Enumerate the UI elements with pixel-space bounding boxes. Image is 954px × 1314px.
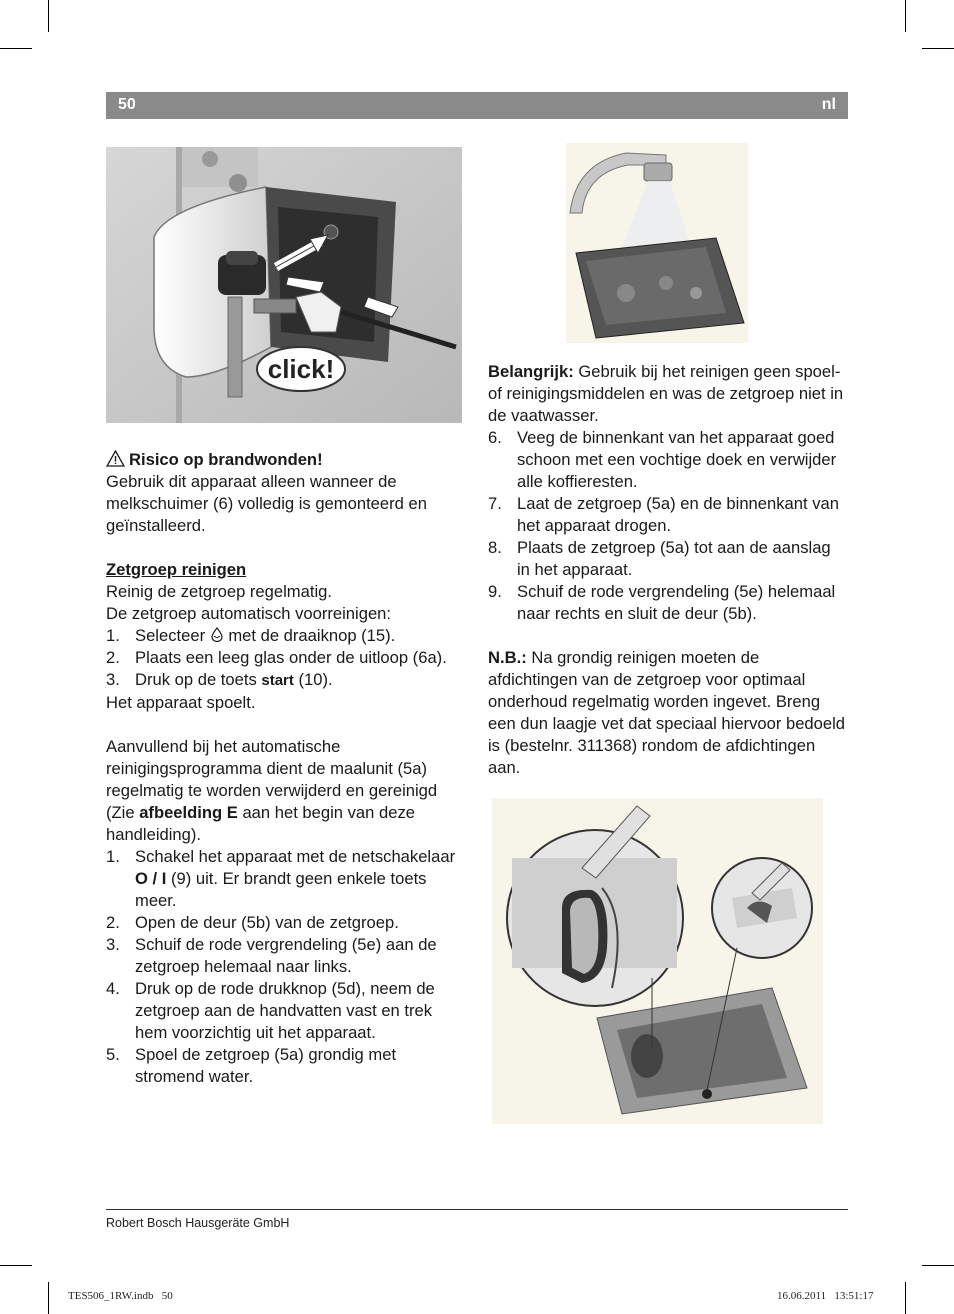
frother-attachment-illustration xyxy=(106,147,462,423)
removal-steps xyxy=(106,846,468,1088)
list-item: 5. Spoel de zetgroep (5a) grondig met stromend water. xyxy=(106,1045,397,1086)
crop-mark xyxy=(905,0,906,32)
list-item: 1. Schakel het apparaat met de netschakelaar O / I (9) uit. Er brandt geen enkele toets meer. xyxy=(106,847,456,910)
nb-note: N.B.: Na grondig reinigen moeten de afdichtingen van de zetgroep voor optimaal onderhoud regelmatig worden ingevet. Breng een dun laagje vet dat speciaal hiervoor bedoeld is (bestelnr. 311368) rondom de afdichtingen aan. xyxy=(488,648,846,777)
list-item: 3. Druk op de toets start (10). xyxy=(106,670,333,689)
list-item: 2. Plaats een leeg glas onder de uitloop (6a). xyxy=(106,648,447,667)
language-code: nl xyxy=(821,96,836,113)
footer-rule xyxy=(106,1209,848,1210)
crop-mark xyxy=(48,0,49,32)
section-title: Zetgroep reinigen xyxy=(106,560,247,579)
list-item: 8. Plaats de zetgroep (5a) tot aan de aanslag in het apparaat. xyxy=(488,538,831,579)
start-key-label: start xyxy=(261,672,294,689)
crop-mark xyxy=(0,1265,32,1266)
list-item: 6. Veeg de binnenkant van het apparaat goed schoon met een vochtige doek en verwijder alle koffieresten. xyxy=(488,428,837,491)
grease-seals-illustration xyxy=(492,798,823,1124)
prerinse-steps xyxy=(106,625,468,692)
maintenance-paragraph: Aanvullend bij het automatische reinigingsprogramma dient de maalunit (5a) regelmatig te worden verwijderd en gereinigd (Zie afbeelding E aan het begin van deze handleiding). xyxy=(106,737,438,844)
list-item: 1. Selecteer met de draaiknop (15). xyxy=(106,626,396,645)
footer-company: Robert Bosch Hausgeräte GmbH xyxy=(106,1216,290,1230)
reassembly-steps xyxy=(488,427,848,625)
print-slug-date: 16.06.2011 13:51:17 xyxy=(777,1290,874,1302)
warning-text: Gebruik dit apparaat alleen wanneer de melkschuimer (6) volledig is gemonteerd en geïnstalleerd. xyxy=(106,472,427,535)
page-number: 50 xyxy=(118,96,136,113)
crop-mark xyxy=(922,48,954,49)
list-item: 7. Laat de zetgroep (5a) en de binnenkant van het apparaat drogen. xyxy=(488,494,839,535)
warning-title: Risico op brandwonden! xyxy=(129,450,323,469)
rinse-symbol-icon xyxy=(210,627,224,642)
click-label: click! xyxy=(267,354,335,384)
crop-mark xyxy=(905,1282,906,1314)
important-note: Belangrijk: Gebruik bij het reinigen geen spoel- of reinigingsmiddelen en was de zetgroep niet in de vaatwasser. xyxy=(488,362,844,425)
intro-text: De zetgroep automatisch voorreinigen: xyxy=(106,604,392,623)
crop-mark xyxy=(48,1282,49,1314)
rinse-brew-unit-drawing xyxy=(566,143,748,343)
warning-triangle-icon xyxy=(106,450,125,467)
list-item: 9. Schuif de rode vergrendeling (5e) helemaal naar rechts en sluit de deur (5b). xyxy=(488,582,836,623)
rinse-text: Het apparaat spoelt. xyxy=(106,693,256,712)
power-switch-label: O / I xyxy=(135,869,167,888)
list-item: 4. Druk op de rode drukknop (5d), neem de zetgroep aan de handvatten vast en trek hem voorzichtig uit het apparaat. xyxy=(106,979,435,1042)
grease-seals-drawing xyxy=(492,798,823,1124)
list-item: 2. Open de deur (5b) van de zetgroep. xyxy=(106,913,399,932)
warning-heading xyxy=(106,449,468,471)
rinse-brew-unit-illustration xyxy=(566,143,748,343)
print-slug-file: TES506_1RW.indb 50 xyxy=(68,1290,173,1302)
page-header-bar xyxy=(106,92,848,119)
list-item: 3. Schuif de rode vergrendeling (5e) aan de zetgroep helemaal naar links. xyxy=(106,935,437,976)
intro-text: Reinig de zetgroep regelmatig. xyxy=(106,582,332,601)
right-column xyxy=(488,361,848,779)
frother-attachment-drawing xyxy=(106,147,462,423)
crop-mark xyxy=(922,1265,954,1266)
left-column xyxy=(106,449,468,1088)
crop-mark xyxy=(0,48,32,49)
